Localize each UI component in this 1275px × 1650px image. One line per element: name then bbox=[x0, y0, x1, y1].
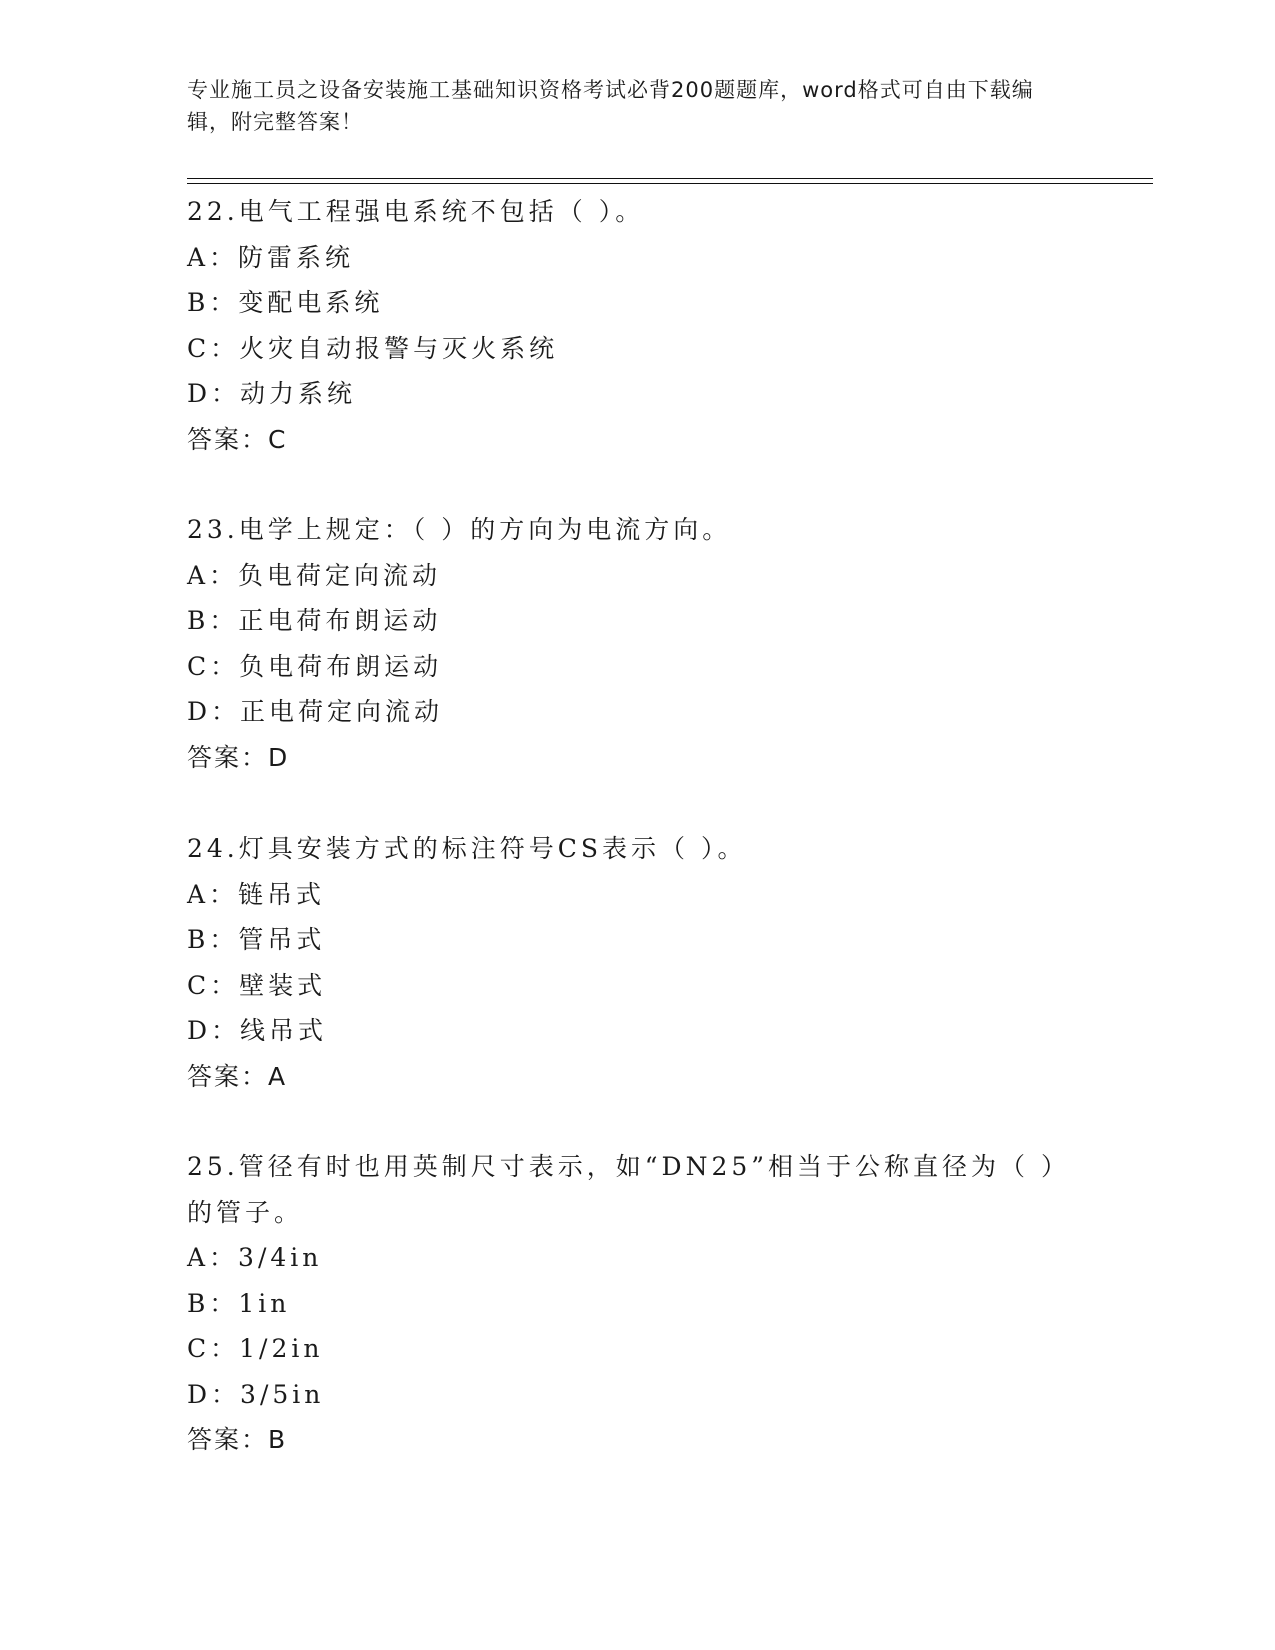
option-a: A：负电荷定向流动 bbox=[187, 560, 442, 590]
header-divider-bottom bbox=[187, 183, 1153, 184]
option-b: B：变配电系统 bbox=[187, 288, 384, 317]
question-stem: 24.灯具安装方式的标注符号CS表示（ ）。 bbox=[187, 834, 747, 863]
option-b: B：正电荷布朗运动 bbox=[187, 606, 442, 635]
option-b: B：管吊式 bbox=[187, 925, 326, 954]
option-b: B：1in bbox=[187, 1288, 291, 1318]
option-d: D：线吊式 bbox=[187, 1016, 328, 1045]
question-22 bbox=[187, 189, 1067, 462]
option-c: C：火灾自动报警与灭火系统 bbox=[187, 333, 559, 363]
question-23 bbox=[187, 507, 1067, 780]
answer-line: 答案：A bbox=[187, 1061, 288, 1091]
option-d: D：3/5in bbox=[187, 1379, 325, 1409]
option-c: C：负电荷布朗运动 bbox=[187, 651, 443, 681]
question-25 bbox=[187, 1144, 1067, 1463]
answer-line: 答案：C bbox=[187, 424, 288, 454]
option-a: A：链吊式 bbox=[187, 879, 326, 909]
document-title: 专业施工员之设备安装施工基础知识资格考试必背200题题库，word格式可自由下载编辑，附完整答案！ bbox=[187, 78, 1034, 134]
question-stem: 22.电气工程强电系统不包括（ ）。 bbox=[187, 197, 645, 226]
option-d: D：动力系统 bbox=[187, 379, 357, 408]
question-stem: 23.电学上规定：（ ）的方向为电流方向。 bbox=[187, 515, 732, 544]
option-c: C：壁装式 bbox=[187, 970, 327, 1000]
question-stem: 25.管径有时也用英制尺寸表示，如“DN25”相当于公称直径为（ ）的管子。 bbox=[187, 1152, 1058, 1227]
header-divider-top bbox=[187, 178, 1153, 179]
option-a: A：3/4in bbox=[187, 1243, 323, 1272]
option-c: C：1/2in bbox=[187, 1334, 324, 1363]
option-a: A：防雷系统 bbox=[187, 242, 355, 272]
answer-line: 答案：B bbox=[187, 1425, 288, 1454]
question-24 bbox=[187, 826, 1067, 1099]
answer-line: 答案：D bbox=[187, 742, 290, 772]
option-d: D：正电荷定向流动 bbox=[187, 697, 444, 726]
